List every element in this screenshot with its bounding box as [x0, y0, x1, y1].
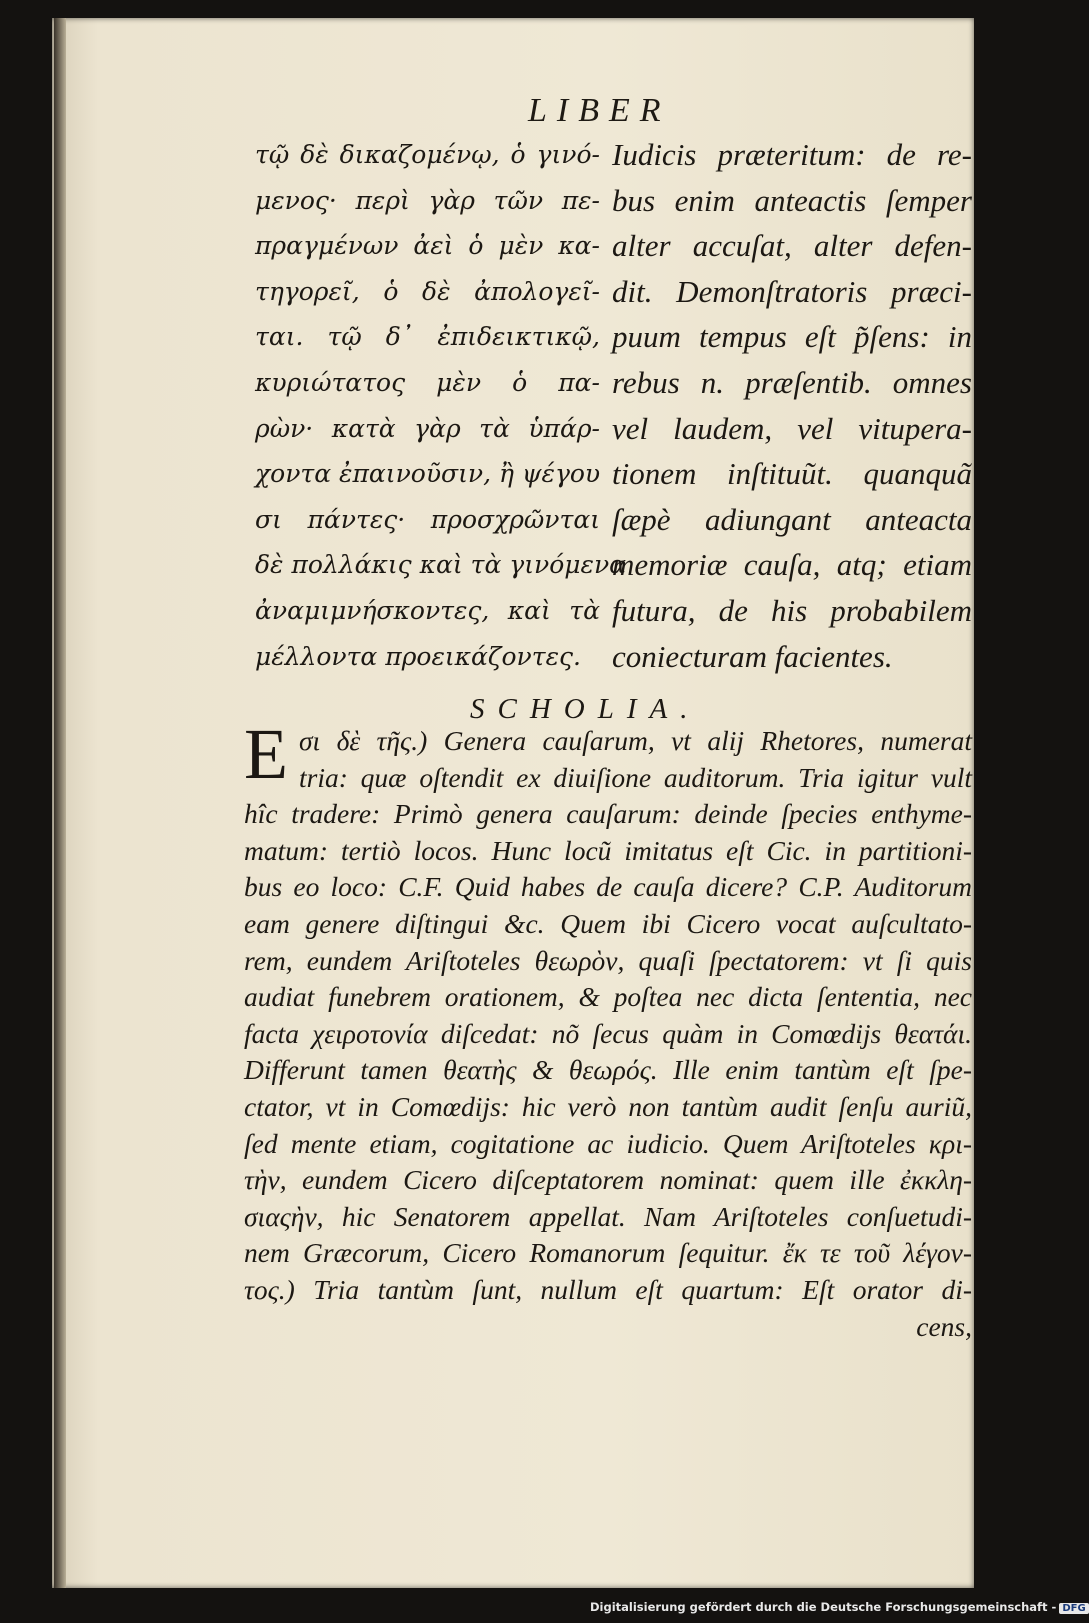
scholia-heading: SCHOLIA.	[470, 693, 701, 725]
running-title: LIBER	[528, 92, 671, 129]
scholia-line: τος.) Tria tantùm ſunt, nullum eſt quartum: Eſt orator di-	[244, 1273, 972, 1305]
latin-line: coniecturam facientes.	[612, 638, 893, 674]
latin-line: tionem inſtituũt. quanquã	[612, 456, 972, 492]
latin-line: futura, de his probabilem	[612, 592, 972, 628]
latin-line: puum tempus eſt p̃ſens: in	[612, 319, 972, 355]
greek-line: τῷ δὲ δικαζομένῳ, ὁ γινό-	[255, 140, 600, 169]
greek-line: σι πάντες· προσχρῶνται	[255, 504, 600, 534]
credit-text: Digitalisierung gefördert durch die Deutsche Forschungsgemeinschaft -	[590, 1600, 1057, 1614]
dfg-logo: DFG	[1059, 1603, 1088, 1614]
scholia-line: nem Græcorum, Cicero Romanorum ſequitur. ἔκ τε τοῦ λέγον-	[244, 1237, 972, 1269]
scholia-line: hîc tradere: Primò genera cauſarum: deinde ſpecies enthyme-	[244, 798, 972, 830]
greek-line: ἀναμιμνήσκοντες, καὶ τὰ	[255, 595, 600, 625]
scholia-line: matum: tertiò locos. Hunc locũ imitatus eſt Cic. in partitioni-	[244, 834, 972, 866]
greek-line: δὲ πολλάκις καὶ τὰ γινόμενα	[255, 550, 627, 580]
greek-line: μέλλοντα προεικάζοντες.	[255, 641, 581, 671]
scholia-commentary	[244, 723, 972, 1345]
scholia-line: bus eo loco: C.F. Quid habes de cauſa dicere? C.P. Auditorum	[244, 871, 972, 903]
scholia-line: cens,	[916, 1310, 972, 1342]
scholia-line: σι δὲ τῆς.) Genera cauſarum, vt alij Rhetores, numerat	[299, 725, 972, 756]
greek-line: κυριώτατος μὲν ὁ πα-	[255, 367, 600, 397]
latin-line: dit. Demonſtratoris præci-	[612, 273, 972, 309]
scholia-line: ctator, vt in Comœdijs: hic verò non tantùm audit ſenſu auriũ,	[244, 1090, 972, 1122]
latin-text-column	[612, 132, 972, 679]
digitization-credit	[590, 1600, 1089, 1614]
greek-line: μενος· περὶ γὰρ τῶν πε-	[255, 185, 600, 215]
latin-line: Iudicis præteritum: de re-	[612, 137, 972, 172]
scholia-line: facta χειροτονία diſcedat: nõ ſecus quàm in Comœdijs θεατάι.	[244, 1017, 972, 1049]
scholia-line: audiat funebrem orationem, & poſtea nec dicta ſententia, nec	[244, 981, 972, 1013]
scholia-dropcap: E	[244, 714, 288, 794]
latin-line: rebus n. præſentib. omnes	[612, 364, 972, 400]
scholia-line: ſed mente etiam, cogitatione ac iudicio. Quem Ariſtoteles κρι-	[244, 1127, 972, 1159]
scholia-line: Differunt tamen θεατὴς & θεωρός. Ille enim tantùm eſt ſpe-	[244, 1054, 972, 1086]
latin-line: vel laudem, vel vitupera-	[612, 410, 972, 446]
page-gutter-shadow	[54, 18, 66, 1588]
greek-line: ρὼν· κατὰ γὰρ τὰ ὑπάρ-	[255, 413, 600, 443]
greek-line: τηγορεῖ, ὁ δὲ ἀπολογεῖ-	[255, 276, 600, 306]
latin-line: memoriæ cauſa, atq; etiam	[612, 547, 972, 583]
greek-line: ται. τῷ δ᾽ ἐπιδεικτικῷ,	[255, 322, 600, 352]
greek-line: χοντα ἐπαινοῦσιν, ἢ ψέγου	[255, 459, 601, 489]
scholia-line: σιαςὴν, hic Senatorem appellat. Nam Ariſtoteles conſuetudi-	[244, 1200, 972, 1232]
scholia-line: tria: quæ oſtendit ex diuiſione auditorum. Tria igitur vult	[299, 761, 972, 793]
greek-text-column	[255, 132, 627, 679]
greek-line: πραγμένων ἀεὶ ὁ μὲν κα-	[255, 231, 600, 261]
scholia-line: τὴν, eundem Cicero diſceptatorem nominat: quem ille ἐκκλη-	[244, 1164, 972, 1196]
scholia-line: eam genere diſtingui &c. Quem ibi Cicero vocat auſcultato-	[244, 907, 972, 939]
latin-line: alter accuſat, alter defen-	[612, 228, 972, 264]
latin-line: bus enim anteactis ſemper	[612, 182, 972, 218]
latin-line: ſæpè adiungant anteacta	[612, 501, 972, 537]
scholia-line: rem, eundem Ariſtoteles θεωρὸν, quaſi ſpectatorem: vt ſi quis	[244, 944, 972, 976]
